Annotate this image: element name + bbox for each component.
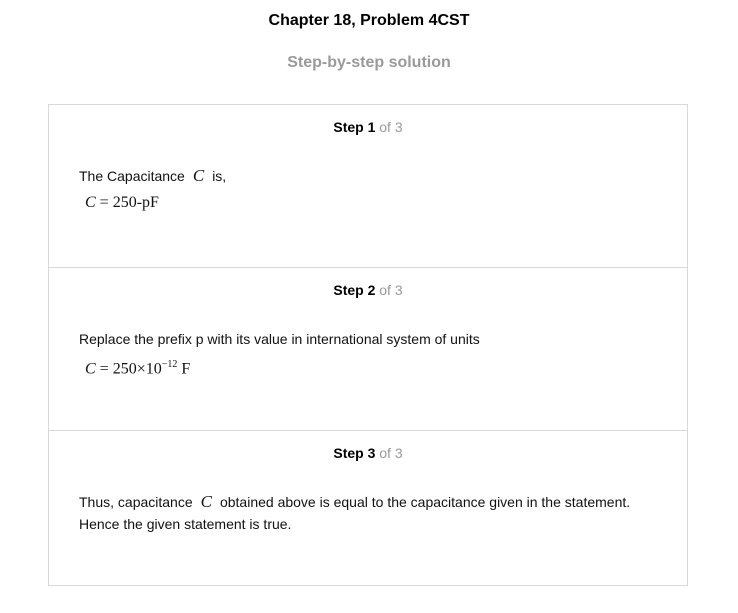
page-subtitle: Step-by-step solution [287,54,451,71]
step-1-text-after: is, [212,168,227,184]
step-3-text-after: obtained above is equal to the capacitance given in the statement. [219,494,631,510]
step-3-label: Step 3 [333,445,376,461]
step-1-text-before: The Capacitance [79,168,185,184]
step-2-eq-mid: = 250×10 [99,360,162,378]
page-title: Chapter 18, Problem 4CST [268,12,470,29]
step-3 [49,430,687,585]
step-1-label: Step 1 [333,119,376,135]
step-1-header [49,119,687,135]
step-2-label: Step 2 [333,282,376,298]
step-2-header [49,282,687,298]
step-1-variable: C [192,166,205,185]
step-2-eq-lhs: C [85,360,96,378]
step-2-eq-exponent: −12 [161,359,178,370]
step-1-equation [85,194,159,212]
step-3-variable: C [200,492,212,511]
step-1-text [79,165,226,187]
step-1-count: of 3 [379,119,403,135]
step-1-eq-rhs: = 250-pF [99,194,159,211]
step-2 [49,267,687,430]
step-2-eq-unit: F [181,360,191,378]
step-3-count: of 3 [379,445,403,461]
step-3-header [49,445,687,461]
step-1 [49,105,687,267]
step-2-equation [85,359,190,378]
step-1-eq-lhs: C [85,194,96,211]
solution-steps [48,104,688,586]
step-2-count: of 3 [379,282,403,298]
step-3-text-before: Thus, capacitance [79,494,193,510]
step-3-text [79,491,630,535]
step-2-text: Replace the prefix p with its value in international system of units [79,331,480,347]
step-3-text-line2: Hence the given statement is true. [79,516,292,532]
